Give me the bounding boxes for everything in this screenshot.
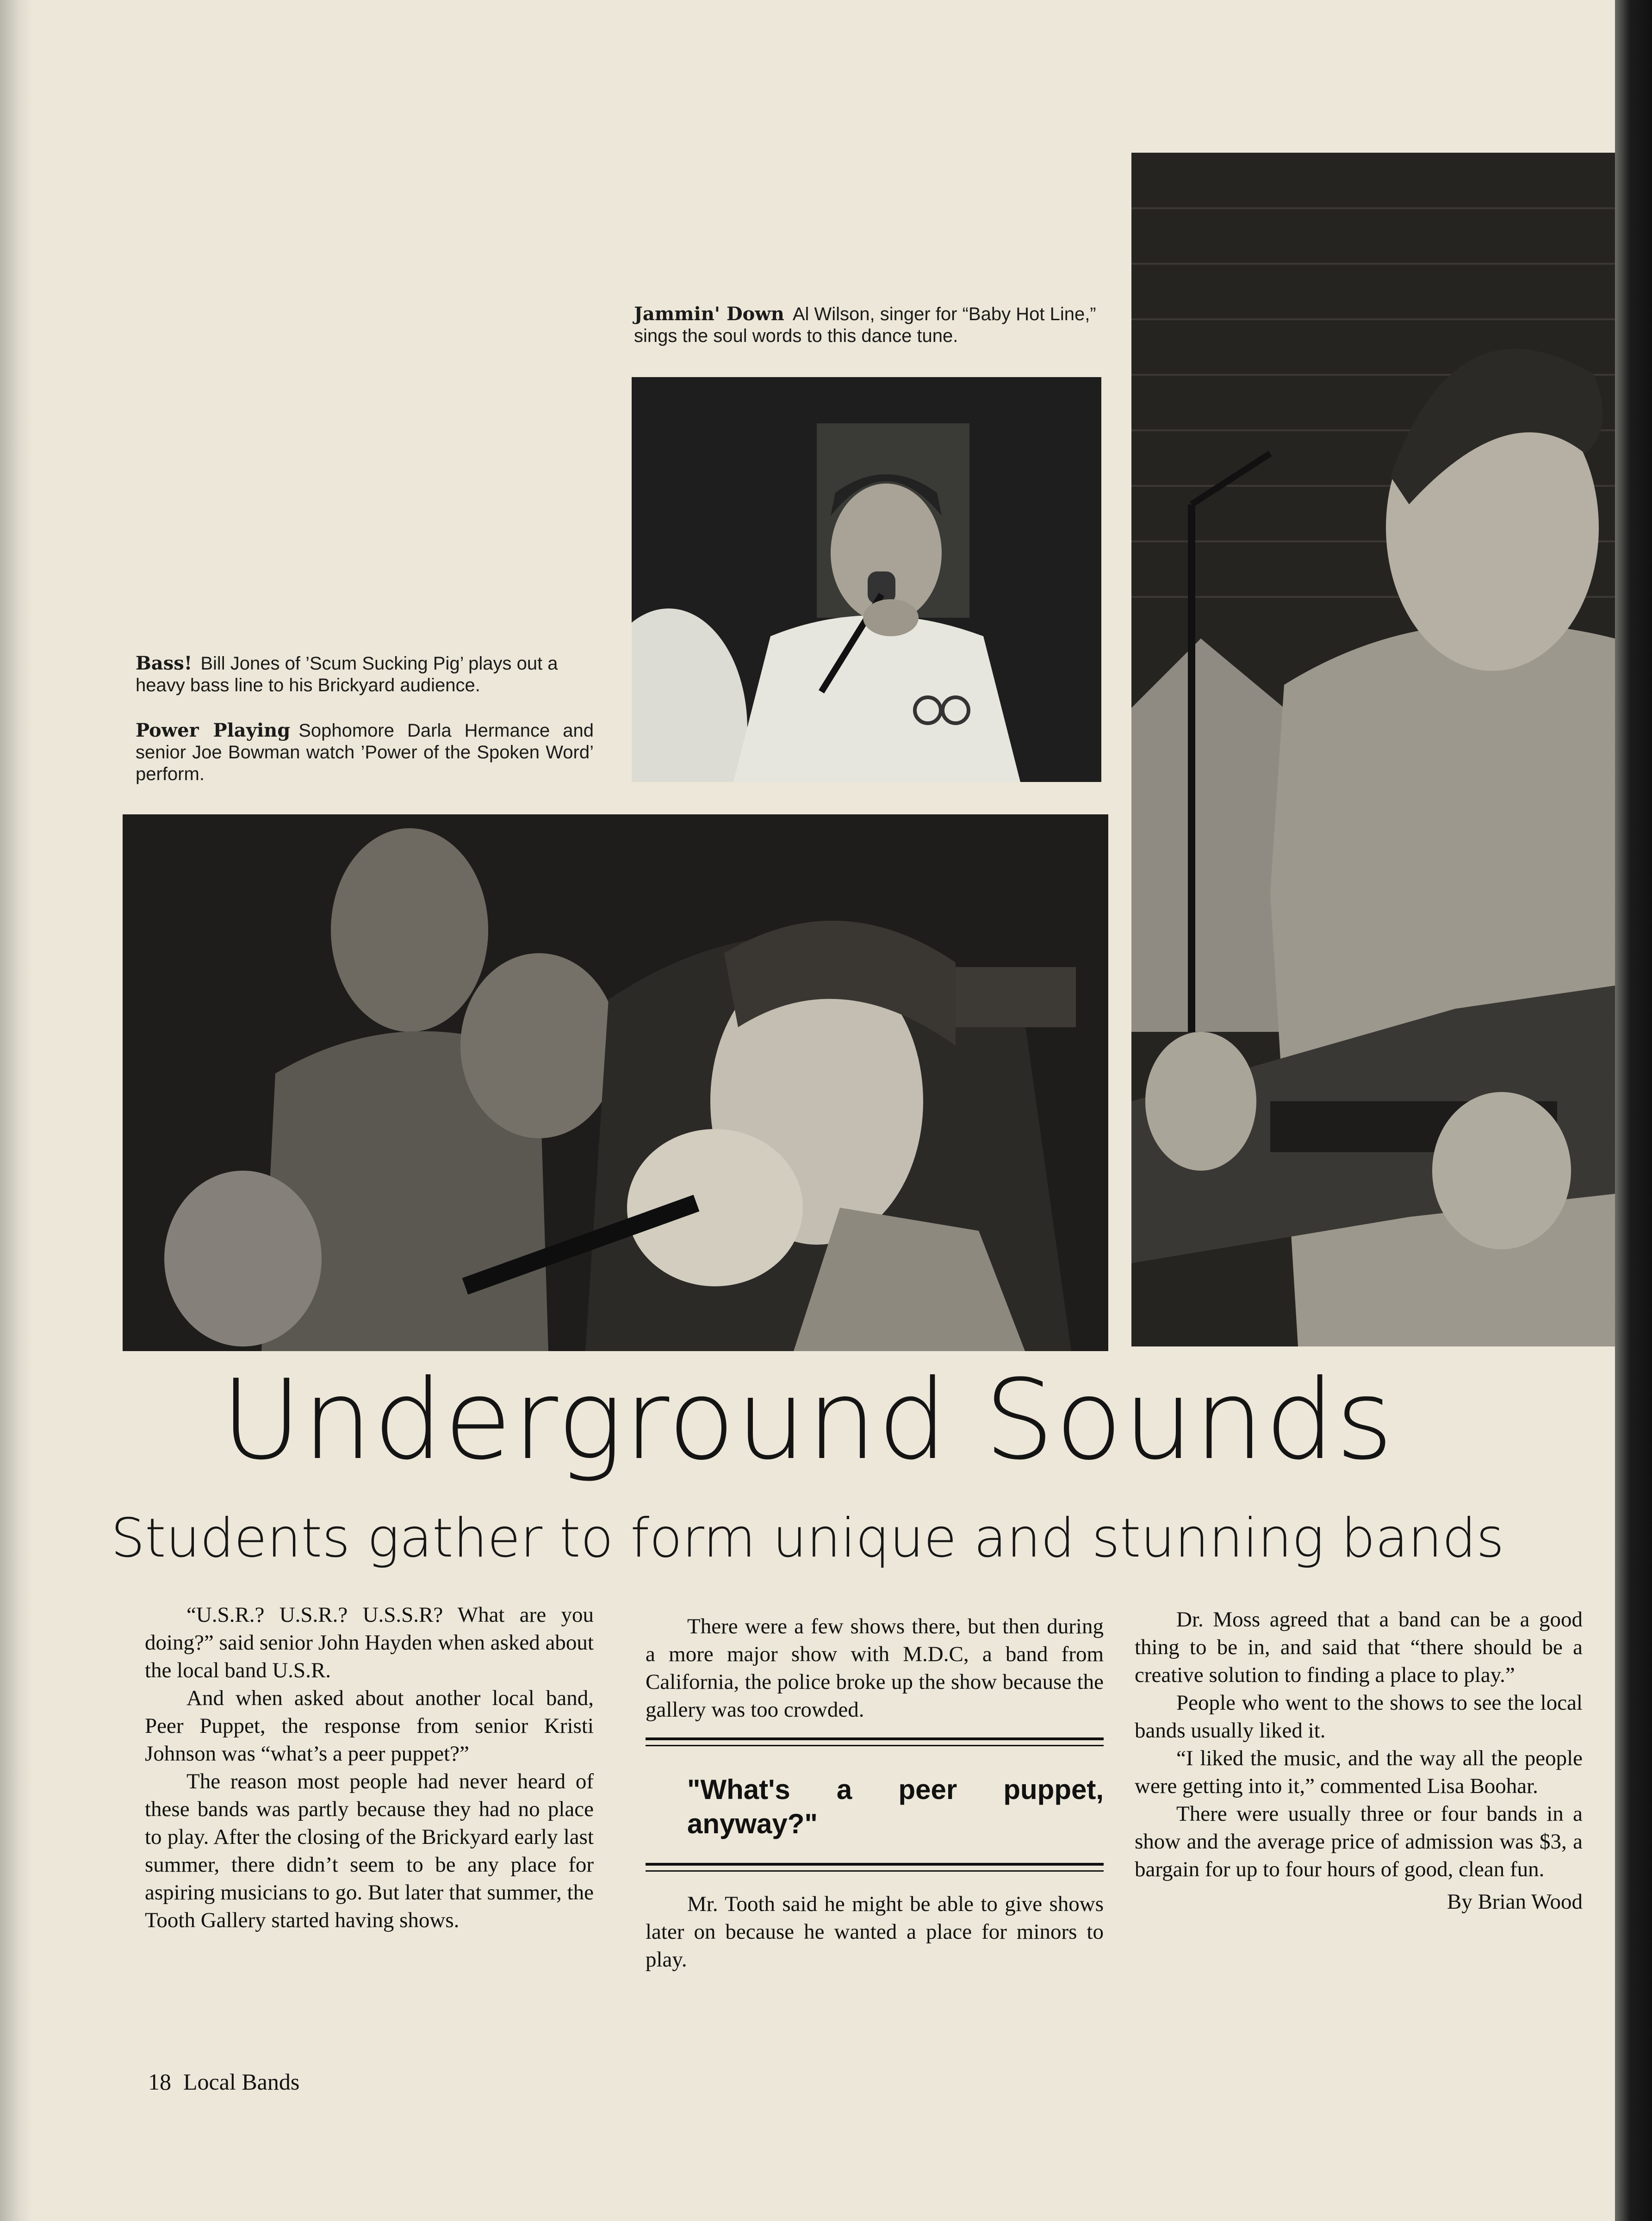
article-column-1 xyxy=(145,1601,594,1934)
paragraph: The reason most people had never heard of these bands was partly because they had no place to play. After the closing of the Brickyard early last summer, there didn’t seem to be any place for aspiring musicians to go. But later that summer, the Tooth Gallery started having shows. xyxy=(145,1769,594,1932)
page-edge-shadow xyxy=(1615,0,1652,2221)
caption-jammin-down xyxy=(634,303,1097,347)
caption-lead: Power Playing xyxy=(136,720,291,741)
paragraph: And when asked about another local band, Peer Puppet, the response from senior Kristi Johnson was “what’s a peer puppet?” xyxy=(145,1686,594,1766)
article-subhead: Students gather to form unique and stunning bands xyxy=(111,1507,1504,1570)
caption-bass xyxy=(136,652,594,696)
paragraph: “U.S.R.? U.S.R.? U.S.S.R? What are you doing?” said senior John Hayden when asked about the local band U.S.R. xyxy=(145,1603,594,1682)
caption-power-playing xyxy=(136,720,594,785)
caption-text: Bill Jones of ’Scum Sucking Pig’ plays out a heavy bass line to his Brickyard audience. xyxy=(136,653,558,695)
paragraph: People who went to the shows to see the local bands usually liked it. xyxy=(1135,1691,1583,1743)
pullquote-rule-bottom xyxy=(646,1863,1104,1872)
page-number: 18 xyxy=(148,2069,171,2095)
byline: By Brian Wood xyxy=(1447,1890,1583,1914)
article-headline: Underground Sounds xyxy=(221,1356,1394,1484)
page-binding xyxy=(0,0,32,2221)
pullquote-rule-top xyxy=(646,1737,1104,1746)
article-column-2 xyxy=(646,1613,1104,1973)
caption-lead: Jammin' Down xyxy=(634,303,784,325)
caption-text: Al Wilson, singer for “Baby Hot Line,” sings the soul words to this dance tune. xyxy=(634,304,1096,346)
photo-crowd xyxy=(123,814,1108,1351)
paragraph: “I liked the music, and the way all the people were getting into it,” commented Lisa Boohar. xyxy=(1135,1746,1583,1798)
caption-lead: Bass! xyxy=(136,652,193,674)
paragraph: Mr. Tooth said he might be able to give shows later on because he wanted a place for minors to play. xyxy=(646,1892,1104,1972)
article-column-3 xyxy=(1135,1606,1583,1916)
paragraph: There were usually three or four bands in a show and the average price of admission was $3, a bargain for up to four hours of good, clean fun. xyxy=(1135,1802,1583,1881)
pullquote: "What's a peer puppet, anyway?" xyxy=(687,1774,1104,1839)
paragraph: There were a few shows there, but then during a more major show with M.D.C, a band from California, the police broke up the show because the gallery was too crowded. xyxy=(646,1614,1104,1722)
photo-singer xyxy=(632,377,1101,782)
photo-bass-player xyxy=(1131,153,1615,1346)
page-folio xyxy=(148,2068,299,2095)
paragraph: Dr. Moss agreed that a band can be a good thing to be in, and said that “there should be a creative solution to finding a place to play.” xyxy=(1135,1607,1583,1687)
section-name: Local Bands xyxy=(183,2069,300,2095)
caption-text: Sophomore Darla Hermance and senior Joe Bowman watch ’Power of the Spoken Word’ perform. xyxy=(136,720,594,784)
